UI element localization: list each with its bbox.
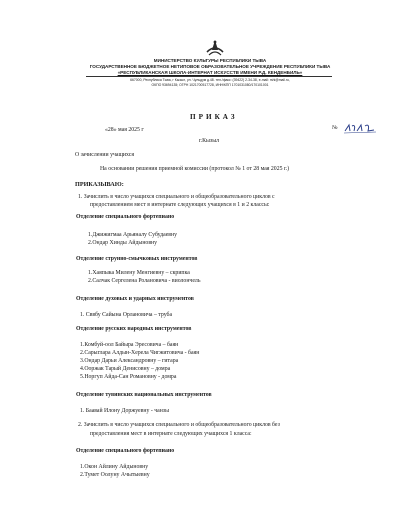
list-item: 2.Салчак Сергелена Ролановича - виолончель [88, 278, 201, 284]
organization-name: ГОСУДАРСТВЕННОЕ БЮДЖЕТНОЕ НЕТИПОВОЕ ОБРАЗОВАТЕЛЬНОЕ УЧРЕЖДЕНИЕ РЕСПУБЛИКИ ТЫВА [89, 64, 331, 69]
order-word: ПРИКАЗЫВАЮ: [75, 181, 124, 188]
codes-line: ОКПО 93694135; ОГРН 1021700517728, ИНН/КПП 1701031080/170101001 [151, 83, 269, 87]
list-item: 5.Норгуп Айда-Сан Романовну - домра [80, 374, 177, 380]
document-title: ПРИКАЗ [190, 113, 238, 121]
section-winds: Отделение духовых и ударных инструментов [76, 296, 194, 302]
section-strings: Отделение струнно-смычковых инструментов [76, 256, 198, 262]
paragraph-2-line-1: 2. Зачислить в число учащихся специального и общеобразовательного циклов без [78, 422, 280, 428]
section-folk: Отделение русских народных инструментов [76, 326, 192, 332]
list-item: 2.Ондар Хинды Айдыновну [88, 240, 158, 246]
school-name: «РЕСПУБЛИКАНСКАЯ ШКОЛА-ИНТЕРНАТ ИСКУССТВ ИМЕНИ Р.Д. КЕНДЕНБИЛЬ» [117, 70, 303, 75]
order-date: «28» мая 2025 г [105, 127, 144, 133]
order-subject: О зачислении учащихся [75, 152, 135, 158]
paragraph-1-line-2: предоставлением мест в интернате следующих учащихся в 1 и 2 классы: [90, 202, 270, 208]
section-piano-2: Отделение специального фортепиано [76, 448, 175, 454]
paragraph-2-line-2: предоставления мест в интернате следующих учащихся 1 класса: [90, 431, 252, 437]
list-item: 1. Сввбу Сайына Орлановича – труба [80, 312, 173, 318]
handwritten-number-signature [343, 122, 377, 134]
list-item: 1.Комбуй-оол Байыра Эресовича – баян [80, 342, 179, 348]
order-number-label: № [332, 125, 338, 131]
section-piano: Отделение специального фортепиано [76, 214, 175, 220]
list-item: 3.Ондар Дарьи Александровну – гитара [80, 358, 179, 364]
list-item: 4.Ооржак Тарый Денисовну – домра [80, 366, 171, 372]
list-item: 1.Окон Айлину Айдыновну [80, 464, 149, 470]
list-item: 1. Баавай Илону Доржуевну - чанзы [80, 408, 169, 414]
section-tuvan: Отделение тувинских национальных инструментов [76, 392, 212, 398]
list-item: 2.Тумет Оолуну Ачытыевну [80, 472, 150, 478]
ministry-name: МИНИСТЕРСТВО КУЛЬТУРЫ РЕСПУБЛИКИ ТЫВА [153, 58, 267, 63]
city: г.Кызыл [199, 138, 220, 144]
ministry-emblem-icon [204, 38, 226, 58]
order-basis: На основании решения приемной комиссии (протокол № 1 от 28 мая 2025 г.) [100, 166, 290, 172]
address-line: 667000, Республика Тыва, г Кызыл, ул. Чульдум д.48. тел./факс: (39422) 2-34-38, e-mail: rshi@mail.ru, [130, 78, 290, 82]
paragraph-1-line-1: 1. Зачислить в число учащихся специального и общеобразовательного циклов с [78, 194, 275, 200]
list-item: 1.Хаяпыка Милену Менгиевну – скрипка [88, 270, 190, 276]
header-rule [86, 76, 332, 77]
list-item: 2.Сарыглара Алдын-Херела Чигжитовича - баян [80, 350, 200, 356]
list-item: 1.Джижигмаа Арьяналу Субудаевну [88, 232, 178, 238]
